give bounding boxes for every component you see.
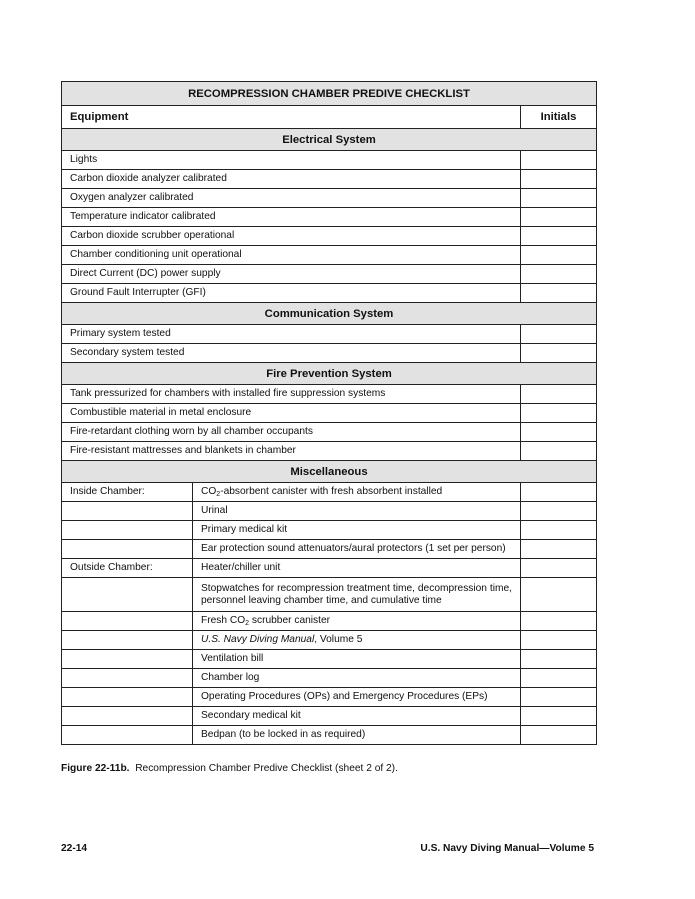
checklist-title: RECOMPRESSION CHAMBER PREDIVE CHECKLIST (62, 82, 597, 106)
location-cell-empty (62, 726, 193, 745)
manual-footer: U.S. Navy Diving Manual—Volume 5 (420, 843, 594, 854)
location-cell-empty (62, 707, 193, 726)
checklist-row (62, 344, 597, 363)
item-temperature-indicator: Temperature indicator calibrated (62, 208, 521, 227)
initials-cell[interactable] (521, 521, 597, 540)
checklist-row (62, 385, 597, 404)
checklist-row (62, 208, 597, 227)
item-primary-comm: Primary system tested (62, 325, 521, 344)
item-co2-absorbent-canister (193, 483, 521, 502)
checklist-row (62, 521, 597, 540)
initials-cell[interactable] (521, 502, 597, 521)
checklist-row (62, 151, 597, 170)
scrubber-prefix: Fresh CO (201, 615, 246, 626)
location-cell-empty (62, 521, 193, 540)
checklist-row (62, 227, 597, 246)
checklist-row (62, 483, 597, 502)
initials-cell[interactable] (521, 650, 597, 669)
location-cell-empty (62, 650, 193, 669)
checklist-row (62, 540, 597, 559)
outside-chamber-label: Outside Chamber: (62, 559, 193, 578)
item-bedpan: Bedpan (to be locked in as required) (193, 726, 521, 745)
initials-cell[interactable] (521, 559, 597, 578)
initials-cell[interactable] (521, 325, 597, 344)
checklist-row (62, 578, 597, 612)
checklist-row (62, 284, 597, 303)
location-cell-empty (62, 631, 193, 650)
initials-column-header: Initials (521, 106, 597, 129)
page-number: 22-14 (61, 843, 88, 854)
location-cell-empty (62, 540, 193, 559)
section-header-communication: Communication System (62, 303, 597, 325)
item-diving-manual (193, 631, 521, 650)
co2-prefix: CO (201, 486, 217, 497)
initials-cell[interactable] (521, 483, 597, 502)
item-secondary-comm: Secondary system tested (62, 344, 521, 363)
checklist-row (62, 423, 597, 442)
item-combustible-material: Combustible material in metal enclosure (62, 404, 521, 423)
location-cell-empty (62, 612, 193, 631)
item-stopwatches: Stopwatches for recompression treatment time, decompression time, personnel leaving chamber time, and cumulative time (193, 578, 521, 612)
location-cell-empty (62, 578, 193, 612)
checklist-row (62, 612, 597, 631)
initials-cell[interactable] (521, 170, 597, 189)
section-header-fire-prevention: Fire Prevention System (62, 363, 597, 385)
initials-cell[interactable] (521, 151, 597, 170)
checklist-row (62, 265, 597, 284)
item-co2-analyzer: Carbon dioxide analyzer calibrated (62, 170, 521, 189)
inside-chamber-label: Inside Chamber: (62, 483, 193, 502)
initials-cell[interactable] (521, 246, 597, 265)
checklist-row (62, 502, 597, 521)
initials-cell[interactable] (521, 423, 597, 442)
item-fire-resistant-mattresses: Fire-resistant mattresses and blankets in chamber (62, 442, 521, 461)
initials-cell[interactable] (521, 227, 597, 246)
manual-title: U.S. Navy Diving Manual (201, 634, 315, 645)
checklist-row (62, 404, 597, 423)
section-header-electrical: Electrical System (62, 129, 597, 151)
checklist-row (62, 189, 597, 208)
item-fire-retardant-clothing: Fire-retardant clothing worn by all chamber occupants (62, 423, 521, 442)
equipment-column-header: Equipment (62, 106, 521, 129)
item-lights: Lights (62, 151, 521, 170)
item-secondary-medical-kit: Secondary medical kit (193, 707, 521, 726)
initials-cell[interactable] (521, 726, 597, 745)
checklist-row (62, 170, 597, 189)
initials-cell[interactable] (521, 344, 597, 363)
checklist-row (62, 669, 597, 688)
co2-suffix: -absorbent canister with fresh absorbent installed (220, 486, 443, 497)
initials-cell[interactable] (521, 688, 597, 707)
item-gfi: Ground Fault Interrupter (GFI) (62, 284, 521, 303)
manual-suffix: , Volume 5 (314, 634, 363, 645)
checklist-row (62, 631, 597, 650)
section-header-miscellaneous: Miscellaneous (62, 461, 597, 483)
initials-cell[interactable] (521, 385, 597, 404)
item-ventilation-bill: Ventilation bill (193, 650, 521, 669)
initials-cell[interactable] (521, 442, 597, 461)
initials-cell[interactable] (521, 612, 597, 631)
initials-cell[interactable] (521, 540, 597, 559)
location-cell-empty (62, 669, 193, 688)
initials-cell[interactable] (521, 404, 597, 423)
checklist-row (62, 707, 597, 726)
item-dc-power: Direct Current (DC) power supply (62, 265, 521, 284)
location-cell-empty (62, 502, 193, 521)
initials-cell[interactable] (521, 578, 597, 612)
checklist-row (62, 726, 597, 745)
initials-cell[interactable] (521, 208, 597, 227)
item-ear-protection: Ear protection sound attenuators/aural protectors (1 set per person) (193, 540, 521, 559)
checklist-row (62, 559, 597, 578)
location-cell-empty (62, 688, 193, 707)
figure-caption-text: Recompression Chamber Predive Checklist (sheet 2 of 2). (135, 763, 398, 774)
checklist-row (62, 325, 597, 344)
item-tank-pressurized: Tank pressurized for chambers with installed fire suppression systems (62, 385, 521, 404)
item-primary-medical-kit: Primary medical kit (193, 521, 521, 540)
scrubber-subscript: 2 (245, 620, 250, 627)
scrubber-suffix: scrubber canister (249, 615, 331, 626)
initials-cell[interactable] (521, 284, 597, 303)
initials-cell[interactable] (521, 265, 597, 284)
checklist-row (62, 442, 597, 461)
item-fresh-co2-scrubber (193, 612, 521, 631)
co2-subscript: 2 (216, 491, 221, 498)
initials-cell[interactable] (521, 707, 597, 726)
initials-cell[interactable] (521, 631, 597, 650)
checklist-row (62, 688, 597, 707)
item-heater-chiller: Heater/chiller unit (193, 559, 521, 578)
predive-checklist-table (61, 81, 597, 745)
initials-cell[interactable] (521, 669, 597, 688)
item-operating-procedures: Operating Procedures (OPs) and Emergency Procedures (EPs) (193, 688, 521, 707)
figure-caption (61, 763, 398, 774)
item-chamber-log: Chamber log (193, 669, 521, 688)
item-oxygen-analyzer: Oxygen analyzer calibrated (62, 189, 521, 208)
checklist-row (62, 650, 597, 669)
checklist-row (62, 246, 597, 265)
item-co2-scrubber: Carbon dioxide scrubber operational (62, 227, 521, 246)
item-urinal: Urinal (193, 502, 521, 521)
figure-label: Figure 22-11b. (61, 763, 130, 774)
initials-cell[interactable] (521, 189, 597, 208)
item-conditioning-unit: Chamber conditioning unit operational (62, 246, 521, 265)
